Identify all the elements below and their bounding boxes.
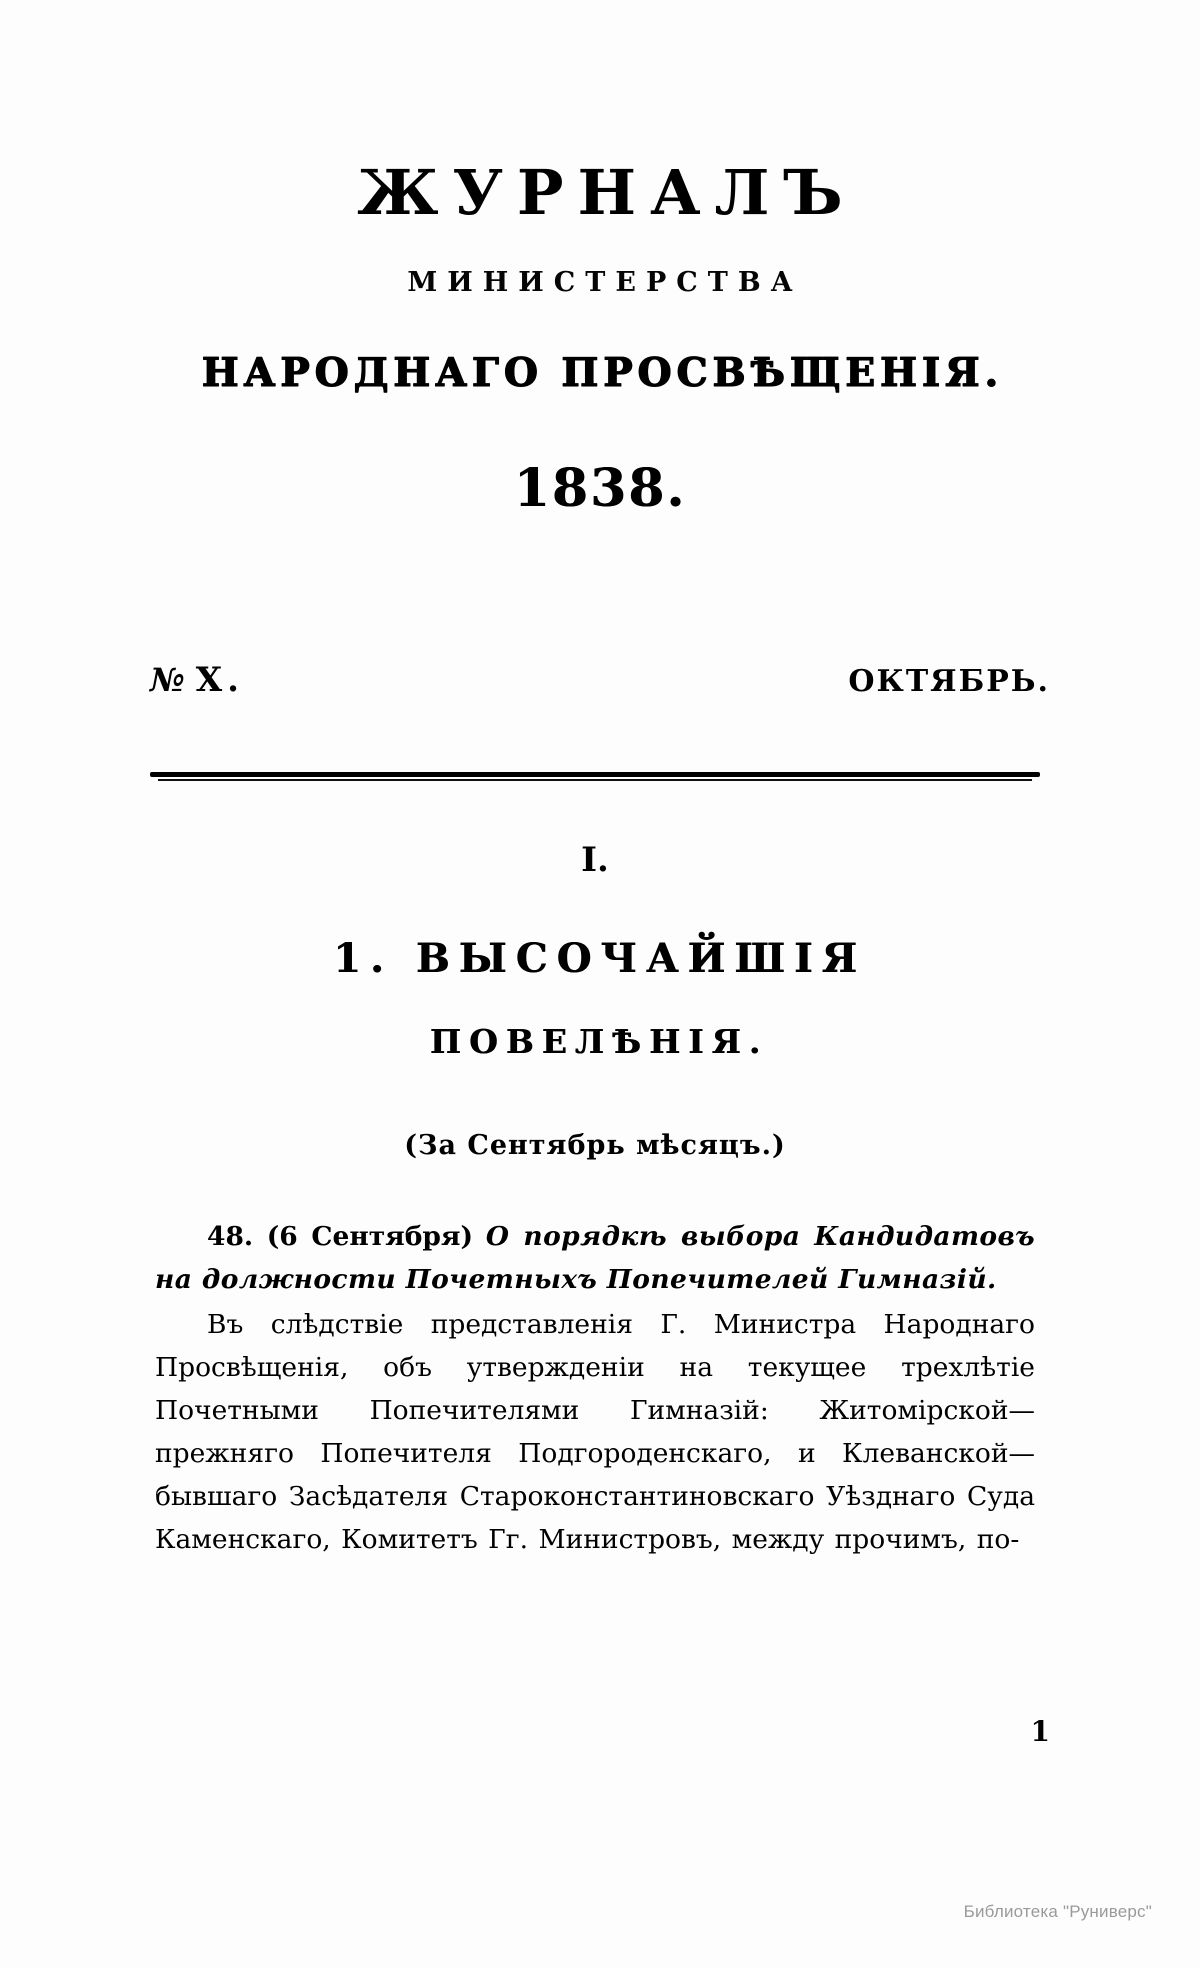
issue-number (150, 660, 244, 700)
divider-thin-line (158, 779, 1032, 781)
page-number: 1 (1030, 1715, 1050, 1748)
library-watermark: Библиотека "Руниверс" (963, 1902, 1152, 1921)
issue-number-value: X. (195, 660, 244, 700)
year-line: 1838. (513, 458, 687, 520)
body-text (155, 1215, 1035, 1561)
number-sign-icon: № (150, 661, 190, 699)
section-period-note: (За Сентябрь мѣсяцъ.) (404, 1130, 786, 1161)
header-divider (150, 770, 1040, 784)
issue-month: ОКТЯБРЬ. (848, 664, 1050, 699)
entry-body-paragraph: Въ слѣдствіе представленія Г. Министра Народнаго Просвѣщенія, объ утвержденіи на текущее трехлѣтіе Почетными Попечителями Гимназій: Житомірской— прежняго Попечителя Подгороденскаго, и Клеванской—бывшаго Засѣдателя Староконстантиновскаго Уѣзднаго Суда Каменскаго, Комитетъ Гг. Министровъ, между прочимъ, по- (155, 1309, 1035, 1555)
journal-title: ЖУРНАЛЪ (357, 156, 857, 229)
section-roman-numeral: I. (581, 840, 609, 880)
title-block (140, 156, 1060, 575)
entry-paragraph (155, 1215, 1035, 1301)
issue-row (150, 660, 1050, 700)
subject-line: НАРОДНАГО ПРОСВѢЩЕНІЯ. (201, 350, 1004, 397)
section-sub-heading: ПОВЕЛѢНІЯ. (429, 1022, 769, 1061)
ministry-line: МИНИСТЕРСТВА (407, 267, 803, 299)
entry-number-date: 48. (6 Сентября) (207, 1221, 474, 1252)
divider-thick-line (150, 772, 1040, 777)
section-main-heading: 1. ВЫСОЧАЙШІЯ (333, 935, 866, 982)
entry-title: О порядкѣ выбора Кандидатовъ на должности Почетныхъ Попечителей Гимназій. (155, 1221, 1035, 1295)
